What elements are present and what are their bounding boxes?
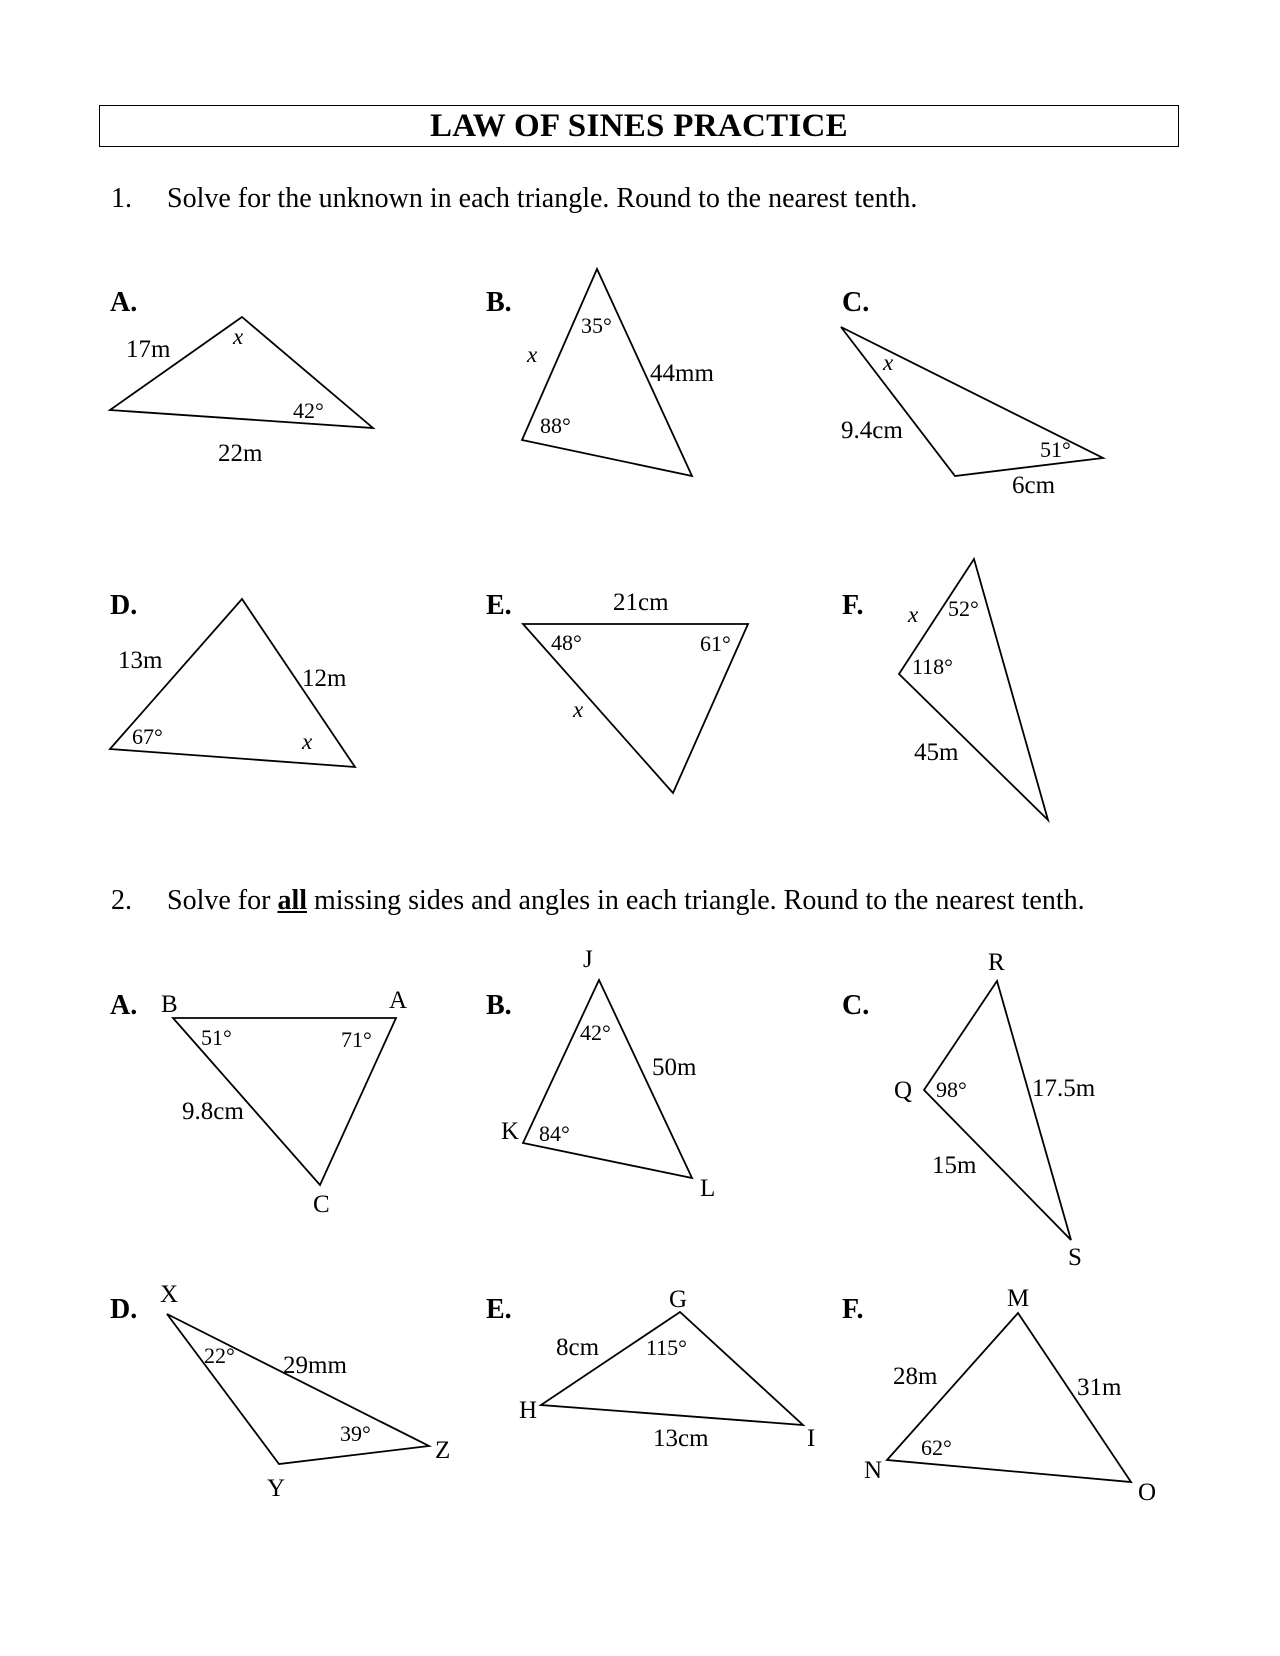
q2-c-side-15m: 15m [932,1152,977,1179]
q1-d-side-12m: 12m [302,665,347,692]
q2-e-side-8cm: 8cm [556,1334,600,1361]
q2-e-vertex-g: G [669,1286,688,1313]
q2-f-vertex-m: M [1007,1285,1030,1312]
q1-f-angle-52: 52° [948,596,979,621]
q2-a-vertex-a: A [389,987,408,1014]
q1-b-angle-35: 35° [581,313,612,338]
q1-problem-e [486,589,748,793]
q2-f-side-31m: 31m [1077,1374,1122,1401]
q1-f-unknown-x: x [908,602,919,627]
q2-c-angle-98: 98° [936,1077,967,1102]
q2-a-angle-51: 51° [201,1025,232,1050]
q2-a-side-9.8cm: 9.8cm [182,1098,244,1125]
q1-f-angle-118: 118° [912,654,953,679]
worksheet-title: LAW OF SINES PRACTICE [430,107,848,144]
emphasis-all: all [277,885,307,916]
q2-d-vertex-z: Z [435,1437,451,1464]
q2-f-angle-62: 62° [921,1435,952,1460]
q2-problem-e [486,1286,815,1452]
q2-d-triangle [167,1314,429,1464]
q2-d-side-29mm: 29mm [283,1352,347,1379]
q1-c-unknown-x: x [883,350,894,375]
q2-c-vertex-q: Q [894,1077,913,1104]
q1-b-angle-88: 88° [540,413,571,438]
question-1-number: 1. [111,183,132,214]
q2-d-vertex-y: Y [267,1475,286,1502]
q2-b-side-50m: 50m [652,1054,697,1081]
q1-b-letter: B. [486,287,512,318]
q2-e-vertex-i: I [807,1425,816,1452]
q2-b-angle-84: 84° [539,1121,570,1146]
q2-f-letter: F. [842,1294,864,1325]
q1-e-angle-61: 61° [700,631,731,656]
q2-problem-d [110,1281,450,1502]
q1-a-unknown-x: x [233,324,244,349]
q2-d-vertex-x: X [160,1281,179,1308]
q2-f-vertex-n: N [864,1457,883,1484]
question-1-text: Solve for the unknown in each triangle. Round to the nearest tenth. [167,183,918,214]
q2-f-vertex-o: O [1138,1479,1157,1506]
q2-e-vertex-h: H [519,1397,538,1424]
q2-d-angle-22: 22° [204,1343,235,1368]
q2-b-vertex-k: K [501,1118,520,1145]
q1-c-angle-51: 51° [1040,437,1071,462]
q1-e-letter: E. [486,590,512,621]
q1-b-unknown-x: x [527,342,538,367]
q2-c-vertex-s: S [1068,1244,1082,1271]
q2-b-vertex-j: J [583,946,593,973]
q2-e-letter: E. [486,1294,512,1325]
q2-a-letter: A. [110,990,138,1021]
q2-f-side-28m: 28m [893,1363,938,1390]
q2-d-letter: D. [110,1294,138,1325]
q1-problem-d [110,590,355,767]
question-2-text: Solve for all missing sides and angles in each triangle. Round to the nearest tenth. [167,885,1085,916]
q1-e-unknown-x: x [573,697,584,722]
q1-b-side-44mm: 44mm [650,360,714,387]
q1-a-letter: A. [110,287,138,318]
q2-c-vertex-r: R [988,949,1005,976]
q2-a-vertex-c: C [313,1191,330,1218]
q2-c-triangle [924,981,1071,1240]
q1-d-unknown-x: x [302,729,313,754]
q1-c-side-6cm: 6cm [1012,472,1056,499]
q2-e-side-13cm: 13cm [653,1425,709,1452]
q1-e-side-21cm: 21cm [613,589,669,616]
q2-b-angle-42: 42° [580,1020,611,1045]
q1-f-side-45m: 45m [914,739,959,766]
q2-d-angle-39: 39° [340,1421,371,1446]
q2-c-letter: C. [842,990,870,1021]
q1-a-angle-42: 42° [293,398,324,423]
q1-c-letter: C. [842,287,870,318]
q1-problem-c [841,287,1103,499]
q1-d-side-13m: 13m [118,647,163,674]
q1-f-letter: F. [842,590,864,621]
q1-problem-f [842,559,1048,820]
q2-e-angle-115: 115° [646,1335,687,1360]
q2-a-angle-71: 71° [341,1027,372,1052]
q2-e-triangle [541,1312,803,1425]
q2-a-vertex-b: B [161,991,178,1018]
q2-problem-a [110,987,407,1218]
q2-b-letter: B. [486,990,512,1021]
q2-problem-c [842,949,1096,1271]
q2-problem-b [486,946,715,1202]
q1-d-angle-67: 67° [132,724,163,749]
q2-b-vertex-l: L [700,1175,716,1202]
q1-a-side-22m: 22m [218,440,263,467]
q2-problem-f [842,1285,1156,1506]
q1-c-side-9.4cm: 9.4cm [841,417,903,444]
q1-d-letter: D. [110,590,138,621]
question-2-number: 2. [111,885,132,916]
q1-a-side-17m: 17m [126,336,171,363]
q1-e-angle-48: 48° [551,630,582,655]
q1-problem-b [486,269,714,476]
q2-c-side-17.5m: 17.5m [1032,1075,1096,1102]
q1-problem-a [110,287,373,467]
